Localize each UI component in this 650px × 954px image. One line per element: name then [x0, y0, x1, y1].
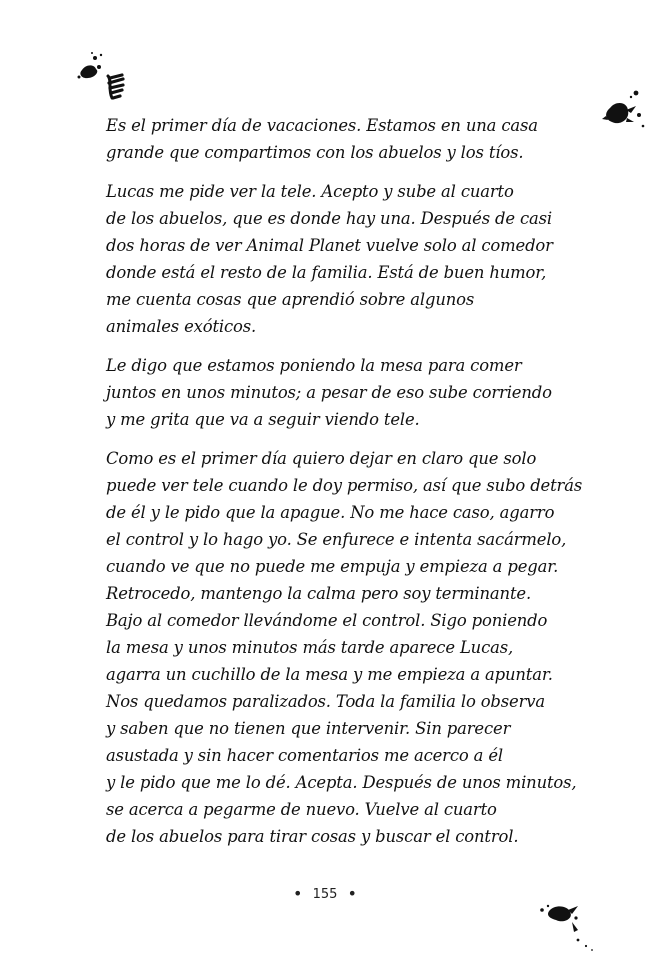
text-line: Retrocedo, mantengo la calma pero soy terminante.	[106, 584, 532, 603]
footer-bullet-right: •	[347, 884, 357, 903]
text-line: la mesa y unos minutos más tarde aparece Lucas,	[106, 638, 514, 657]
body-text	[106, 112, 583, 862]
paragraph	[106, 445, 583, 850]
text-line: donde está el resto de la familia. Está de buen humor,	[106, 263, 547, 282]
page-number: 155	[312, 887, 338, 902]
text-line: Lucas me pide ver la tele. Acepto y sube al cuarto	[106, 182, 514, 201]
text-line: grande que compartimos con los abuelos y los tíos.	[106, 143, 524, 162]
text-line: agarra un cuchillo de la mesa y me empieza a apuntar.	[106, 665, 553, 684]
text-line: se acerca a pegarme de nuevo. Vuelve al cuarto	[106, 800, 497, 819]
text-line: Nos quedamos paralizados. Toda la familia lo observa	[106, 692, 546, 711]
text-line: de los abuelos para tirar cosas y buscar el control.	[106, 827, 519, 846]
ink-splat-top-right	[600, 86, 650, 138]
text-line: el control y lo hago yo. Se enfurece e intenta sacármelo,	[106, 530, 567, 549]
paragraph	[106, 178, 576, 340]
text-line: asustada y sin hacer comentarios me acerco a él	[106, 746, 503, 765]
text-line: Como es el primer día quiero dejar en claro que solo	[106, 449, 537, 468]
text-line: dos horas de ver Animal Planet vuelve solo al comedor	[106, 236, 553, 255]
ink-splat-bottom-right	[534, 896, 604, 954]
text-line: Le digo que estamos poniendo la mesa para comer	[106, 356, 522, 375]
text-line: juntos en unos minutos; a pesar de eso sube corriendo	[106, 383, 552, 402]
text-line: Es el primer día de vacaciones. Estamos en una casa	[106, 116, 538, 135]
text-line: puede ver tele cuando le doy permiso, así que subo detrás	[106, 476, 583, 495]
text-line: cuando ve que no puede me empuja y empieza a pegar.	[106, 557, 559, 576]
text-line: me cuenta cosas que aprendió sobre algunos	[106, 290, 475, 309]
ink-splat-top-left	[74, 50, 134, 110]
text-line: animales exóticos.	[106, 317, 257, 336]
text-line: y me grita que va a seguir viendo tele.	[106, 410, 420, 429]
paragraph	[106, 112, 576, 166]
paragraph	[106, 352, 576, 433]
text-line: de él y le pido que la apague. No me hace caso, agarro	[106, 503, 555, 522]
text-line: Bajo al comedor llevándome el control. Sigo poniendo	[106, 611, 548, 630]
footer-bullet-left: •	[293, 884, 303, 903]
text-line: de los abuelos, que es donde hay una. Después de casi	[106, 209, 552, 228]
text-line: y le pido que me lo dé. Acepta. Después de unos minutos,	[106, 773, 577, 792]
text-line: y saben que no tienen que intervenir. Sin parecer	[106, 719, 511, 738]
